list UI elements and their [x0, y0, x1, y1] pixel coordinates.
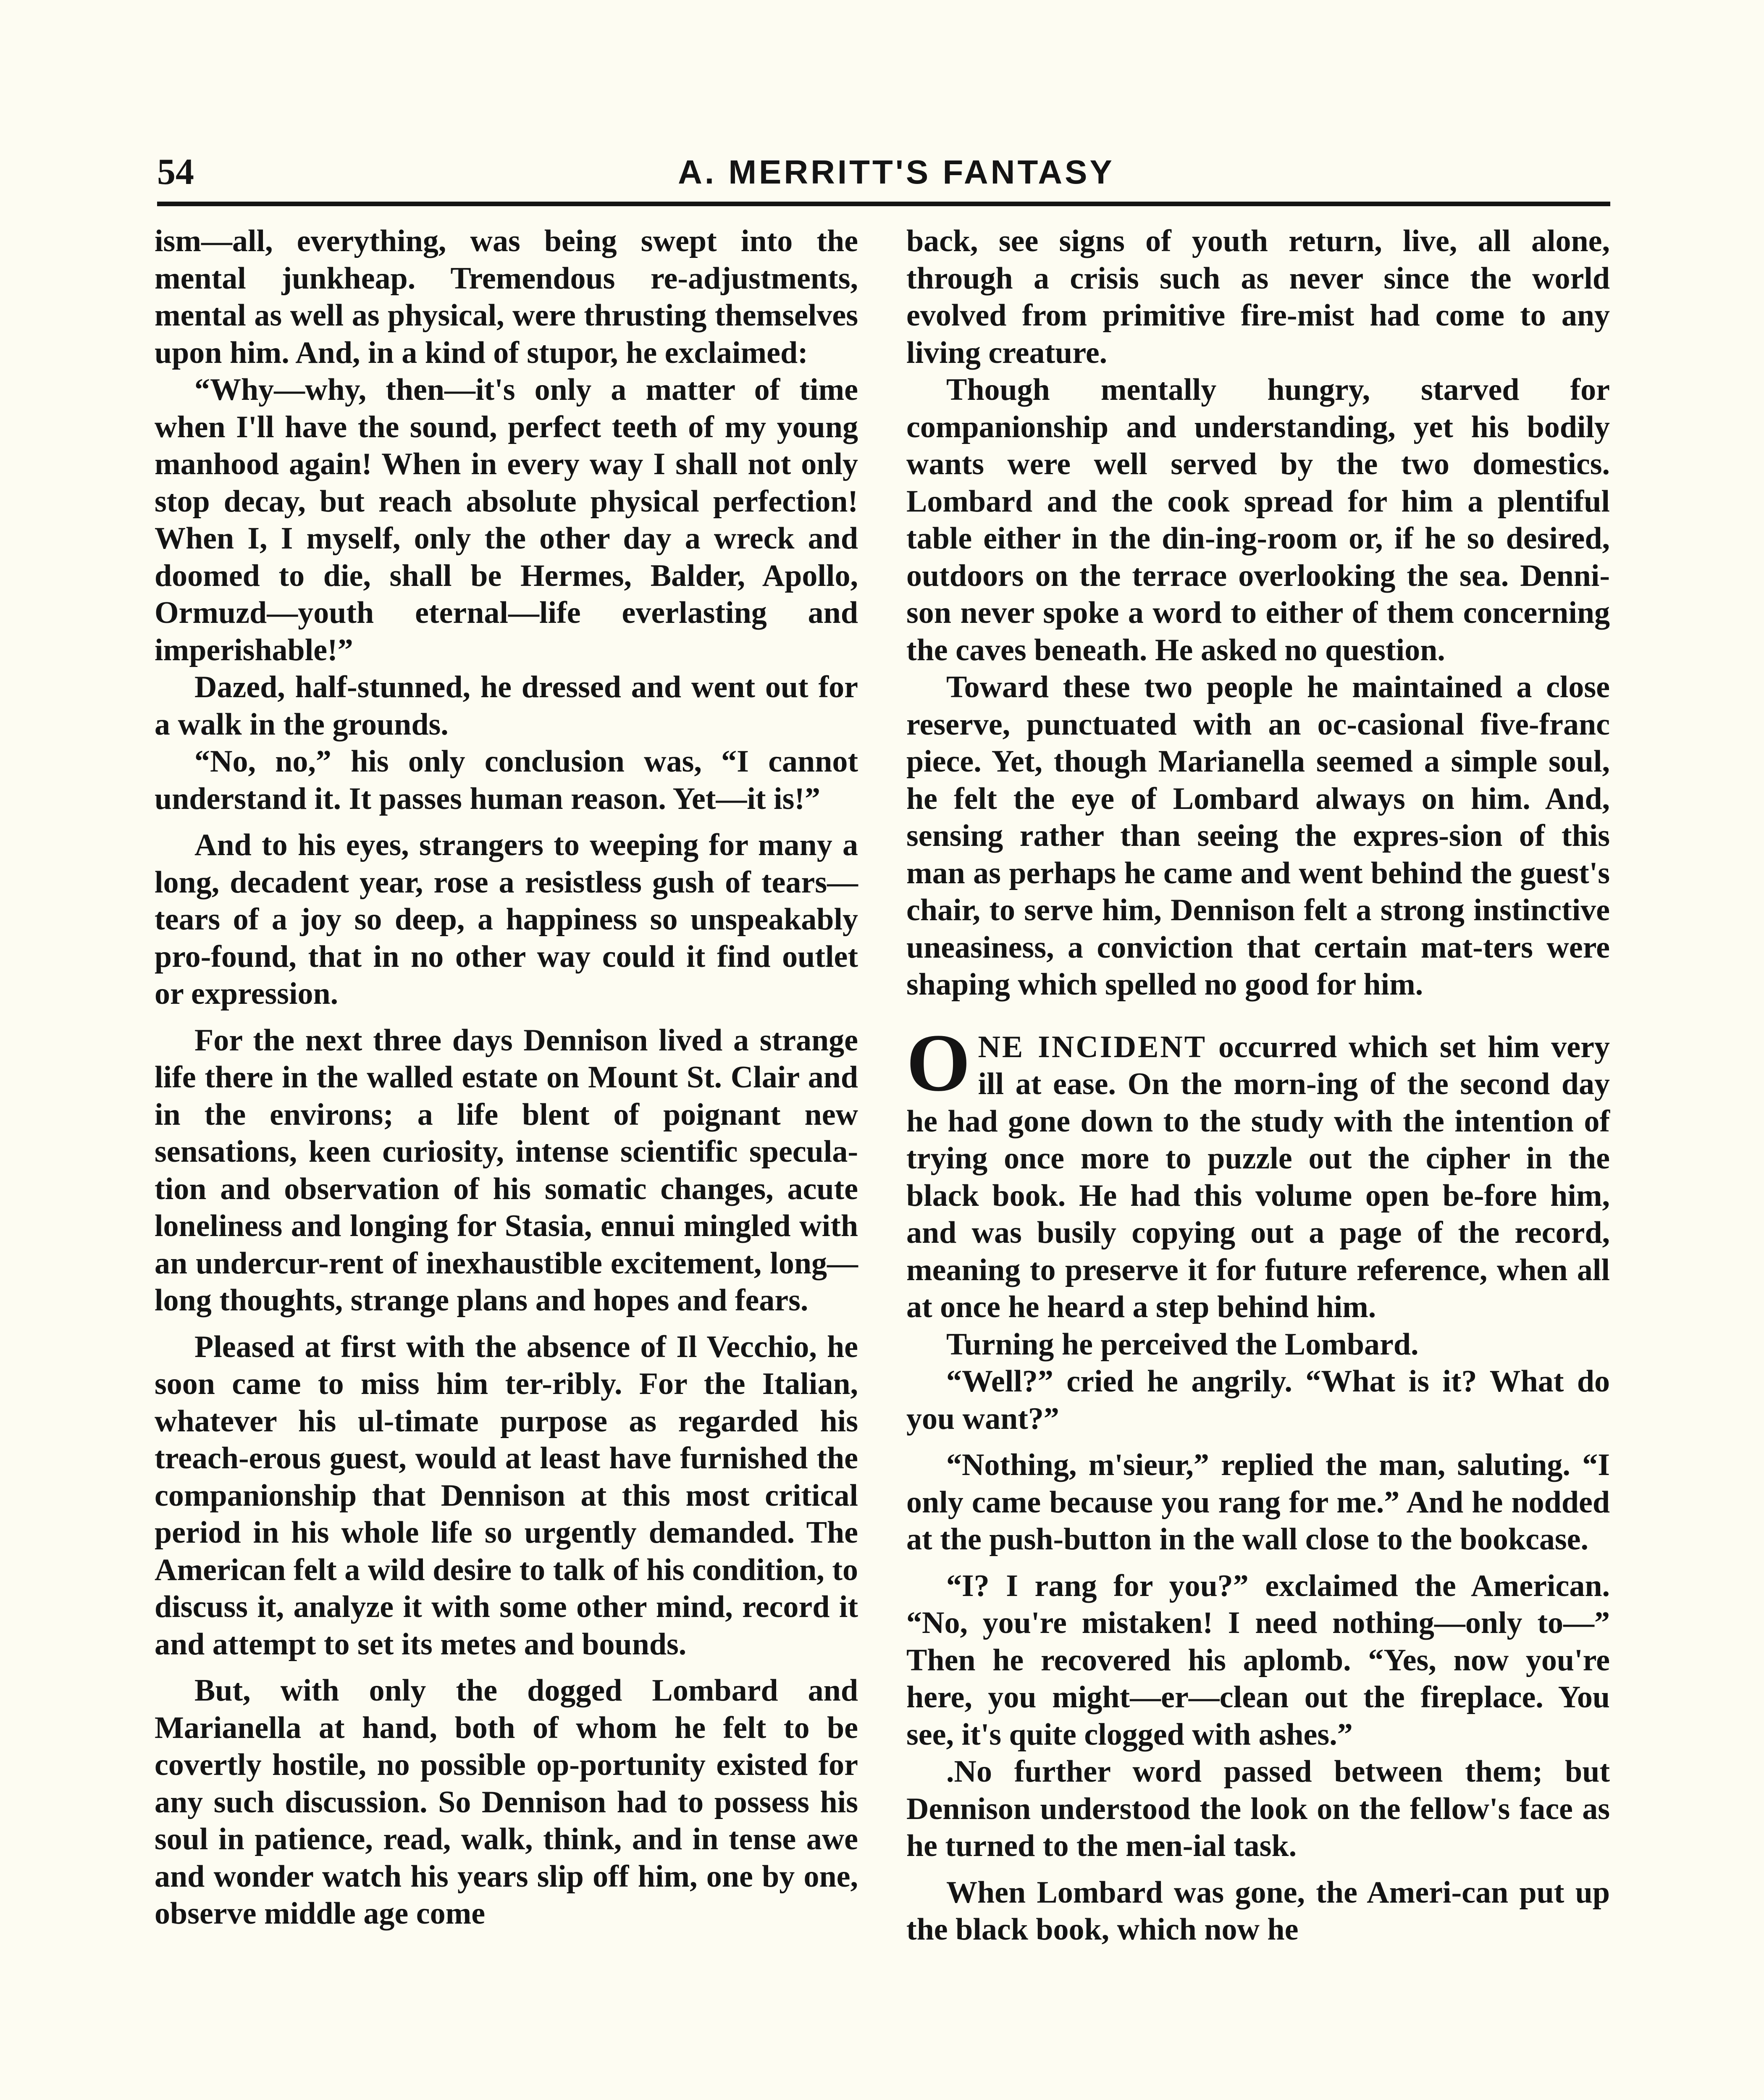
paragraph: “Why—why, then—it's only a matter of time when I'll have the sound, perfect teeth of my young manhood again! When in every way I shall not only stop decay, but reach absolute physical perfection! When I, I myself, only the other day a wreck and doomed to die, shall be Hermes, Balder, Apollo, Ormuzd—youth eternal—life everlasting and imperishable!” [155, 373, 858, 667]
right-column [906, 223, 1610, 1948]
paragraph: “Nothing, m'sieur,” replied the man, saluting. “I only came because you rang for me.” And he nodded at the push-button in the wall close to the bookcase. [906, 1448, 1610, 1557]
paragraph: Pleased at first with the absence of Il Vecchio, he soon came to miss him ter-ribly. For the Italian, whatever his ul-timate purpose as regarded his treach-erous guest, would at least have furnished the companionship that Dennison at this most critical period in his whole life so urgently demanded. The American felt a wild desire to talk of his condition, to discuss it, analyze it with some other mind, record it and attempt to set its metes and bounds. [155, 1329, 858, 1662]
paragraph: And to his eyes, strangers to weeping for many a long, decadent year, rose a resistless gush of tears—tears of a joy so deep, a happiness so unspeakably pro-found, that in no other way could it find outlet or expression. [155, 828, 858, 1011]
paragraph: But, with only the dogged Lombard and Marianella at hand, both of whom he felt to be covertly hostile, no possible op-portunity existed for any such discussion. So Dennison had to possess his soul in patience, read, walk, think, and in tense awe and wonder watch his years slip off him, one by one, observe middle age come [155, 1673, 858, 1931]
header-rule [157, 202, 1610, 206]
paragraph: .No further word passed between them; but Dennison understood the look on the fellow's face as he turned to the men-ial task. [906, 1754, 1610, 1863]
page-number: 54 [157, 152, 194, 192]
paragraph: Dazed, half-stunned, he dressed and went out for a walk in the grounds. [155, 670, 858, 742]
paragraph: Though mentally hungry, starved for companionship and understanding, yet his bodily wants were well served by the two domestics. Lombard and the cook spread for him a plentiful table either in the din-ing-room or, if he so desired, outdoors on the terrace overlooking the sea. Denni-son never spoke a word to either of them concerning the caves beneath. He asked no question. [906, 373, 1610, 667]
paragraph: Turning he perceived the Lombard. [946, 1327, 1419, 1362]
paragraph: When Lombard was gone, the Ameri-can put up the black book, which now he [906, 1875, 1610, 1947]
paragraph: “No, no,” his only conclusion was, “I cannot understand it. It passes human reason. Yet—it is!” [155, 744, 858, 816]
left-column [155, 223, 858, 1932]
paragraph-text: occurred which set him very ill at ease. On the morn-ing of the second day he had gone down to the study with the intention of trying once more to puzzle out the cipher in the black book. He had this volume open be-fore him, and was busily copying out a page of the record, meaning to preserve it for future reference, when all at once he heard a step behind him. [906, 1029, 1610, 1324]
paragraph: back, see signs of youth return, live, all alone, through a crisis such as never since the world evolved from primitive fire-mist had come to any living creature. [906, 224, 1610, 370]
paragraph: Toward these two people he maintained a close reserve, punctuated with an oc-casional five-franc piece. Yet, though Marianella seemed a simple soul, he felt the eye of Lombard always on him. And, sensing rather than seeing the expres-sion of this man as perhaps he came and went behind the guest's chair, to serve him, Dennison felt a strong instinctive uneasiness, a conviction that certain mat-ters were shaping which spelled no good for him. [906, 670, 1610, 1002]
paragraph: For the next three days Dennison lived a strange life there in the walled estate on Mount St. Clair and in the environs; a life blent of poignant new sensations, keen curiosity, intense scientific specula-tion and observation of his somatic changes, acute loneliness and longing for Stasia, ennui mingled with an undercur-rent of inexhaustible excitement, long—long thoughts, strange plans and hopes and fears. [155, 1023, 858, 1318]
page-header [157, 149, 1610, 202]
section-lead-in: NE INCIDENT [978, 1029, 1207, 1064]
paragraph: ism—all, everything, was being swept into the mental junkheap. Tremendous re-adjustments, mental as well as physical, were thrusting themselves upon him. And, in a kind of stupor, he exclaimed: [155, 224, 858, 370]
paragraph: “I? I rang for you?” exclaimed the American. “No, you're mistaken! I need nothing—only to—” Then he recovered his aplomb. “Yes, now you're here, you might—er—clean out the fireplace. You see, it's quite clogged with ashes.” [906, 1568, 1610, 1752]
section-opening-paragraph [906, 1017, 1610, 1326]
running-title: A. MERRITT'S FANTASY [678, 153, 1115, 191]
paragraph: “Well?” cried he angrily. “What is it? What do you want?” [906, 1364, 1610, 1436]
drop-cap: O [906, 1017, 971, 1108]
